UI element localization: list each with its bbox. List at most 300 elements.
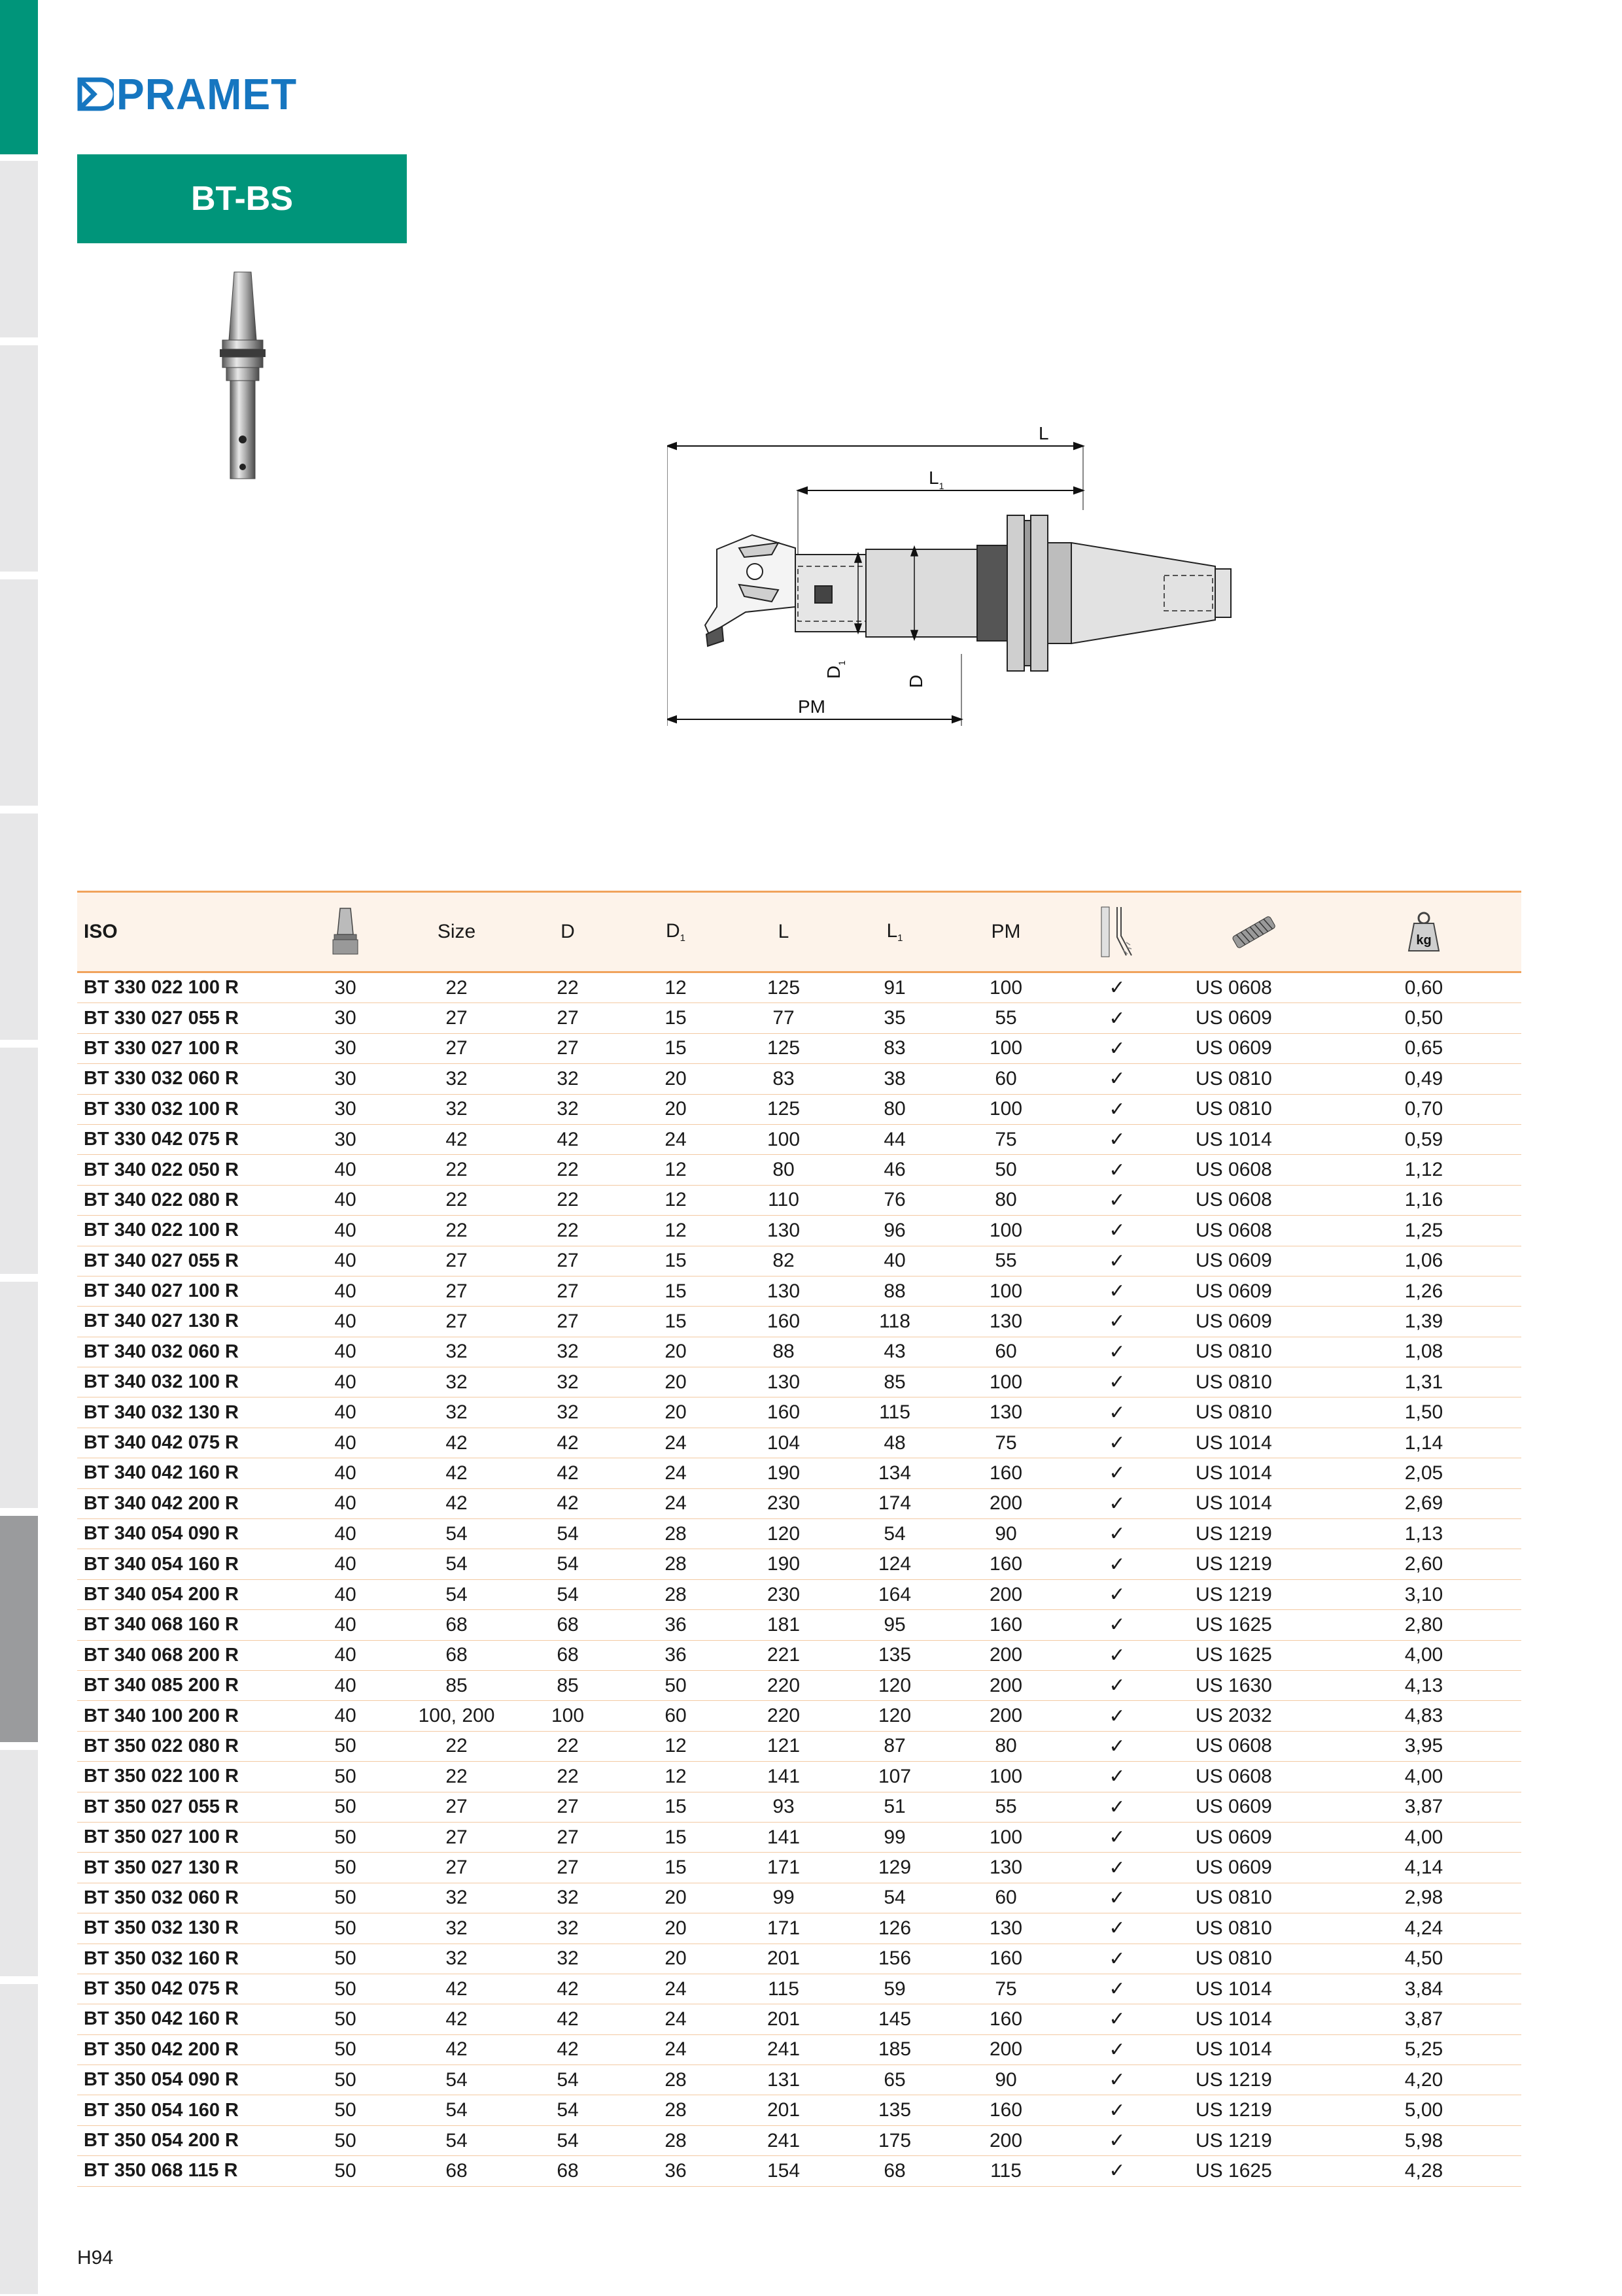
- cell-l: 201: [738, 2004, 829, 2034]
- header-weight: [1326, 892, 1521, 972]
- cell-l: 93: [738, 1792, 829, 1822]
- cell-pm: 100: [960, 972, 1052, 1003]
- page-number: H94: [77, 2247, 114, 2269]
- cell-l1: 40: [829, 1246, 960, 1276]
- cell-size: 54: [391, 2065, 522, 2095]
- cell-d: 27: [522, 1822, 613, 1852]
- cell-d: 54: [522, 1579, 613, 1609]
- cell-size: 68: [391, 2156, 522, 2186]
- cell-d1: 36: [613, 2156, 738, 2186]
- cell-size: 22: [391, 1155, 522, 1185]
- cell-l: 201: [738, 1944, 829, 1974]
- cell-iso: BT 340 032 100 R: [77, 1367, 300, 1397]
- cell-l: 160: [738, 1397, 829, 1428]
- cell-l1: 95: [829, 1610, 960, 1640]
- cell-screw: US 0609: [1182, 1792, 1326, 1822]
- cell-d1: 12: [613, 1762, 738, 1792]
- table-row: [77, 1944, 1521, 1974]
- cell-screw: US 0810: [1182, 1367, 1326, 1397]
- cell-iso: BT 340 027 055 R: [77, 1246, 300, 1276]
- cell-coolant: ✓: [1052, 1519, 1182, 1549]
- cell-taper: 40: [300, 1519, 391, 1549]
- cell-size: 32: [391, 1944, 522, 1974]
- cell-d: 32: [522, 1337, 613, 1367]
- cell-l1: 48: [829, 1428, 960, 1458]
- cell-coolant: ✓: [1052, 1822, 1182, 1852]
- cell-iso: BT 340 027 130 R: [77, 1307, 300, 1337]
- cell-d: 32: [522, 1913, 613, 1944]
- table-row: [77, 1640, 1521, 1670]
- cell-l: 171: [738, 1913, 829, 1944]
- cell-taper: 40: [300, 1610, 391, 1640]
- cell-weight: 3,10: [1326, 1579, 1521, 1609]
- cell-l: 130: [738, 1276, 829, 1306]
- cell-d: 42: [522, 2034, 613, 2065]
- cell-d: 22: [522, 1216, 613, 1246]
- cell-d1: 24: [613, 1124, 738, 1154]
- cell-coolant: ✓: [1052, 1458, 1182, 1488]
- cell-size: 32: [391, 1094, 522, 1124]
- product-title-text: BT-BS: [191, 180, 293, 218]
- cell-l1: 38: [829, 1064, 960, 1094]
- cell-weight: 1,06: [1326, 1246, 1521, 1276]
- cell-iso: BT 330 032 100 R: [77, 1094, 300, 1124]
- cell-weight: 4,28: [1326, 2156, 1521, 2186]
- cell-l: 77: [738, 1003, 829, 1033]
- cell-taper: 50: [300, 1913, 391, 1944]
- cell-l1: 44: [829, 1124, 960, 1154]
- cell-size: 54: [391, 1579, 522, 1609]
- cell-screw: US 1219: [1182, 1519, 1326, 1549]
- cell-taper: 40: [300, 1488, 391, 1518]
- cell-pm: 200: [960, 2034, 1052, 2065]
- cell-d1: 60: [613, 1701, 738, 1731]
- cell-d: 68: [522, 2156, 613, 2186]
- cell-weight: 2,05: [1326, 1458, 1521, 1488]
- cell-d: 54: [522, 2095, 613, 2125]
- cell-coolant: ✓: [1052, 1216, 1182, 1246]
- cell-d: 68: [522, 1610, 613, 1640]
- cell-l1: 115: [829, 1397, 960, 1428]
- cell-d1: 20: [613, 1367, 738, 1397]
- cell-iso: BT 350 027 055 R: [77, 1792, 300, 1822]
- cell-taper: 30: [300, 1064, 391, 1094]
- cell-coolant: ✓: [1052, 1185, 1182, 1215]
- cell-size: 54: [391, 1519, 522, 1549]
- cell-iso: BT 340 068 200 R: [77, 1640, 300, 1670]
- cell-iso: BT 350 054 200 R: [77, 2125, 300, 2155]
- cell-l: 125: [738, 972, 829, 1003]
- cell-iso: BT 350 022 080 R: [77, 1731, 300, 1761]
- cell-d1: 15: [613, 1792, 738, 1822]
- dim-label-pm: PM: [798, 696, 825, 717]
- cell-l1: 145: [829, 2004, 960, 2034]
- cell-coolant: ✓: [1052, 1397, 1182, 1428]
- cell-l: 99: [738, 1883, 829, 1913]
- table-row: [77, 1397, 1521, 1428]
- cell-d: 32: [522, 1094, 613, 1124]
- cell-d: 32: [522, 1367, 613, 1397]
- cell-coolant: ✓: [1052, 1549, 1182, 1579]
- cell-d1: 24: [613, 1428, 738, 1458]
- table-header-row: [77, 892, 1521, 972]
- cell-coolant: ✓: [1052, 1307, 1182, 1337]
- cell-l1: 85: [829, 1367, 960, 1397]
- cell-screw: US 1219: [1182, 2065, 1326, 2095]
- cell-d1: 20: [613, 1944, 738, 1974]
- cell-size: 27: [391, 1276, 522, 1306]
- cell-d1: 15: [613, 1276, 738, 1306]
- cell-d: 27: [522, 1003, 613, 1033]
- cell-pm: 130: [960, 1913, 1052, 1944]
- cell-d1: 28: [613, 1519, 738, 1549]
- cell-pm: 160: [960, 2004, 1052, 2034]
- cell-l: 115: [738, 1974, 829, 2004]
- cell-taper: 30: [300, 1003, 391, 1033]
- table-row: [77, 1124, 1521, 1154]
- header-size: Size: [391, 892, 522, 972]
- cell-d1: 15: [613, 1246, 738, 1276]
- cell-screw: US 0608: [1182, 1731, 1326, 1761]
- cell-screw: US 0608: [1182, 1216, 1326, 1246]
- table-row: [77, 1731, 1521, 1761]
- table-row: [77, 1216, 1521, 1246]
- cell-taper: 40: [300, 1701, 391, 1731]
- cell-d: 42: [522, 2004, 613, 2034]
- cell-l1: 88: [829, 1276, 960, 1306]
- cell-iso: BT 330 032 060 R: [77, 1064, 300, 1094]
- table-row: [77, 1883, 1521, 1913]
- table-row: [77, 1337, 1521, 1367]
- cell-d1: 12: [613, 1731, 738, 1761]
- cell-screw: US 0609: [1182, 1307, 1326, 1337]
- table-row: [77, 1155, 1521, 1185]
- side-section-tabs: [0, 0, 38, 2294]
- cell-l: 83: [738, 1064, 829, 1094]
- cell-iso: BT 350 032 130 R: [77, 1913, 300, 1944]
- cell-l: 121: [738, 1731, 829, 1761]
- cell-pm: 100: [960, 1276, 1052, 1306]
- cell-size: 27: [391, 1853, 522, 1883]
- cell-screw: US 1014: [1182, 2004, 1326, 2034]
- cell-taper: 50: [300, 2095, 391, 2125]
- cell-screw: US 0810: [1182, 1064, 1326, 1094]
- table-row: [77, 1822, 1521, 1852]
- cell-iso: BT 340 042 075 R: [77, 1428, 300, 1458]
- cell-l1: 91: [829, 972, 960, 1003]
- cell-pm: 100: [960, 1762, 1052, 1792]
- cell-l1: 118: [829, 1307, 960, 1337]
- cell-d1: 36: [613, 1640, 738, 1670]
- cell-weight: 4,83: [1326, 1701, 1521, 1731]
- cell-pm: 60: [960, 1064, 1052, 1094]
- cell-weight: 4,24: [1326, 1913, 1521, 1944]
- side-tab: [0, 1750, 38, 1978]
- cell-size: 27: [391, 1003, 522, 1033]
- cell-d: 42: [522, 1428, 613, 1458]
- cell-d1: 28: [613, 1579, 738, 1609]
- cell-d1: 20: [613, 1337, 738, 1367]
- table-row: [77, 1762, 1521, 1792]
- cell-iso: BT 350 054 090 R: [77, 2065, 300, 2095]
- cell-taper: 50: [300, 2125, 391, 2155]
- cell-d1: 12: [613, 1216, 738, 1246]
- cell-pm: 50: [960, 1155, 1052, 1185]
- cell-l1: 185: [829, 2034, 960, 2065]
- cell-taper: 40: [300, 1307, 391, 1337]
- cell-l: 104: [738, 1428, 829, 1458]
- table-row: [77, 1974, 1521, 2004]
- cell-taper: 50: [300, 1762, 391, 1792]
- weight-icon: [1407, 910, 1440, 953]
- cell-l: 130: [738, 1216, 829, 1246]
- header-pm: PM: [960, 892, 1052, 972]
- cell-pm: 200: [960, 1640, 1052, 1670]
- cell-taper: 50: [300, 2065, 391, 2095]
- cell-d: 54: [522, 1549, 613, 1579]
- cell-size: 22: [391, 972, 522, 1003]
- cell-screw: US 0608: [1182, 972, 1326, 1003]
- cell-weight: 4,13: [1326, 1670, 1521, 1700]
- cell-weight: 0,49: [1326, 1064, 1521, 1094]
- header-l1: $L_1$: [829, 892, 960, 972]
- cell-l: 131: [738, 2065, 829, 2095]
- cell-pm: 200: [960, 1488, 1052, 1518]
- side-tab: [0, 1282, 38, 1510]
- header-d: D: [522, 892, 613, 972]
- cell-d: 27: [522, 1792, 613, 1822]
- cell-iso: BT 350 042 075 R: [77, 1974, 300, 2004]
- specification-table: [77, 891, 1521, 2187]
- cell-pm: 130: [960, 1397, 1052, 1428]
- cell-l1: 135: [829, 1640, 960, 1670]
- table-row: [77, 1276, 1521, 1306]
- pramet-logo: [77, 69, 298, 119]
- table-row: [77, 1246, 1521, 1276]
- cell-l: 160: [738, 1307, 829, 1337]
- cell-l: 130: [738, 1367, 829, 1397]
- table-row: [77, 972, 1521, 1003]
- cell-l: 221: [738, 1640, 829, 1670]
- dim-label-l: L: [1039, 423, 1049, 443]
- cell-pm: 60: [960, 1337, 1052, 1367]
- cell-size: 54: [391, 2125, 522, 2155]
- cell-coolant: ✓: [1052, 1033, 1182, 1063]
- cell-taper: 40: [300, 1367, 391, 1397]
- side-tab: [0, 814, 38, 1042]
- cell-size: 32: [391, 1883, 522, 1913]
- cell-d: 27: [522, 1307, 613, 1337]
- cell-size: 27: [391, 1246, 522, 1276]
- cell-screw: US 1014: [1182, 1124, 1326, 1154]
- cell-l1: 120: [829, 1701, 960, 1731]
- cell-l1: 174: [829, 1488, 960, 1518]
- cell-iso: BT 340 022 050 R: [77, 1155, 300, 1185]
- cell-iso: BT 350 054 160 R: [77, 2095, 300, 2125]
- cell-coolant: ✓: [1052, 1094, 1182, 1124]
- cell-taper: 50: [300, 1792, 391, 1822]
- header-screw: [1182, 892, 1326, 972]
- cell-coolant: ✓: [1052, 1640, 1182, 1670]
- cell-size: 22: [391, 1762, 522, 1792]
- cell-coolant: ✓: [1052, 1124, 1182, 1154]
- cell-d1: 12: [613, 1155, 738, 1185]
- cell-l: 80: [738, 1155, 829, 1185]
- cell-coolant: ✓: [1052, 1883, 1182, 1913]
- cell-weight: 4,14: [1326, 1853, 1521, 1883]
- cell-screw: US 1219: [1182, 2095, 1326, 2125]
- table-row: [77, 1003, 1521, 1033]
- table-row: [77, 1549, 1521, 1579]
- cell-size: 22: [391, 1216, 522, 1246]
- cell-d: 27: [522, 1276, 613, 1306]
- table-row: [77, 2156, 1521, 2186]
- cell-iso: BT 330 027 055 R: [77, 1003, 300, 1033]
- cell-weight: 4,20: [1326, 2065, 1521, 2095]
- table-row: [77, 1064, 1521, 1094]
- cell-screw: US 1014: [1182, 1428, 1326, 1458]
- cell-d1: 12: [613, 972, 738, 1003]
- cell-d1: 15: [613, 1853, 738, 1883]
- cell-l: 241: [738, 2125, 829, 2155]
- cell-iso: BT 350 027 100 R: [77, 1822, 300, 1852]
- cell-coolant: ✓: [1052, 1670, 1182, 1700]
- cell-coolant: ✓: [1052, 2156, 1182, 2186]
- table-row: [77, 1307, 1521, 1337]
- cell-weight: 5,98: [1326, 2125, 1521, 2155]
- cell-weight: 1,12: [1326, 1155, 1521, 1185]
- cell-coolant: ✓: [1052, 2125, 1182, 2155]
- cell-screw: US 0810: [1182, 1397, 1326, 1428]
- cell-d1: 20: [613, 1064, 738, 1094]
- cell-iso: BT 340 085 200 R: [77, 1670, 300, 1700]
- cell-l1: 87: [829, 1731, 960, 1761]
- dim-label-d1: $D_1$: [823, 660, 847, 679]
- cell-d: 22: [522, 972, 613, 1003]
- cell-taper: 50: [300, 1853, 391, 1883]
- cell-l1: 46: [829, 1155, 960, 1185]
- cell-l: 110: [738, 1185, 829, 1215]
- cell-d: 32: [522, 1944, 613, 1974]
- side-tab: [0, 345, 38, 574]
- cell-d: 22: [522, 1155, 613, 1185]
- header-l: L: [738, 892, 829, 972]
- cell-d: 42: [522, 1124, 613, 1154]
- cell-iso: BT 340 042 160 R: [77, 1458, 300, 1488]
- table-row: [77, 1670, 1521, 1700]
- cell-screw: US 1625: [1182, 1640, 1326, 1670]
- cell-taper: 50: [300, 2034, 391, 2065]
- cell-weight: 0,70: [1326, 1094, 1521, 1124]
- cell-taper: 40: [300, 1246, 391, 1276]
- cell-l1: 135: [829, 2095, 960, 2125]
- cell-d1: 24: [613, 2034, 738, 2065]
- cell-weight: 3,95: [1326, 1731, 1521, 1761]
- cell-pm: 60: [960, 1883, 1052, 1913]
- cell-taper: 40: [300, 1428, 391, 1458]
- cell-screw: US 0810: [1182, 1944, 1326, 1974]
- cell-l1: 68: [829, 2156, 960, 2186]
- cell-screw: US 0609: [1182, 1033, 1326, 1063]
- table-row: [77, 1094, 1521, 1124]
- cell-coolant: ✓: [1052, 1064, 1182, 1094]
- table-row: [77, 1913, 1521, 1944]
- cell-l: 181: [738, 1610, 829, 1640]
- cell-d1: 28: [613, 1549, 738, 1579]
- cell-size: 27: [391, 1822, 522, 1852]
- cell-size: 42: [391, 1124, 522, 1154]
- cell-coolant: ✓: [1052, 2004, 1182, 2034]
- cell-iso: BT 330 027 100 R: [77, 1033, 300, 1063]
- cell-d: 32: [522, 1397, 613, 1428]
- cell-l: 190: [738, 1549, 829, 1579]
- cell-iso: BT 350 022 100 R: [77, 1762, 300, 1792]
- cell-weight: 3,87: [1326, 1792, 1521, 1822]
- cell-taper: 30: [300, 1033, 391, 1063]
- cell-d: 22: [522, 1762, 613, 1792]
- cell-d: 22: [522, 1185, 613, 1215]
- cell-screw: US 0608: [1182, 1155, 1326, 1185]
- cell-coolant: ✓: [1052, 1701, 1182, 1731]
- cell-d1: 24: [613, 1458, 738, 1488]
- cell-pm: 75: [960, 1974, 1052, 2004]
- cell-pm: 160: [960, 1944, 1052, 1974]
- side-tab-current-section: [0, 1516, 38, 1744]
- cell-iso: BT 350 042 160 R: [77, 2004, 300, 2034]
- cell-l1: 99: [829, 1822, 960, 1852]
- cell-size: 32: [391, 1337, 522, 1367]
- cell-l: 154: [738, 2156, 829, 2186]
- cell-screw: US 0810: [1182, 1883, 1326, 1913]
- cell-taper: 50: [300, 1731, 391, 1761]
- cell-screw: US 0608: [1182, 1185, 1326, 1215]
- cell-l1: 107: [829, 1762, 960, 1792]
- product-title: [77, 154, 407, 243]
- cell-d: 32: [522, 1883, 613, 1913]
- cell-l: 88: [738, 1337, 829, 1367]
- header-iso: ISO: [77, 892, 300, 972]
- cell-screw: US 2032: [1182, 1701, 1326, 1731]
- cell-weight: 1,16: [1326, 1185, 1521, 1215]
- cell-l1: 35: [829, 1003, 960, 1033]
- cell-screw: US 0608: [1182, 1762, 1326, 1792]
- header-taper: [300, 892, 391, 972]
- table-row: [77, 1488, 1521, 1518]
- cell-coolant: ✓: [1052, 1488, 1182, 1518]
- cell-screw: US 1014: [1182, 1488, 1326, 1518]
- cell-iso: BT 340 054 160 R: [77, 1549, 300, 1579]
- cell-iso: BT 340 042 200 R: [77, 1488, 300, 1518]
- cell-l: 241: [738, 2034, 829, 2065]
- cell-size: 27: [391, 1307, 522, 1337]
- screw-icon: [1227, 912, 1282, 951]
- table-row: [77, 1610, 1521, 1640]
- dim-label-d: D: [906, 674, 926, 688]
- cell-d: 27: [522, 1246, 613, 1276]
- cell-weight: 4,50: [1326, 1944, 1521, 1974]
- cell-weight: 4,00: [1326, 1640, 1521, 1670]
- coolant-icon: [1097, 904, 1137, 959]
- cell-d: 54: [522, 2125, 613, 2155]
- cell-l: 141: [738, 1822, 829, 1852]
- cell-l1: 59: [829, 1974, 960, 2004]
- cell-d1: 24: [613, 1974, 738, 2004]
- cell-d: 42: [522, 1488, 613, 1518]
- cell-size: 32: [391, 1064, 522, 1094]
- cell-l: 201: [738, 2095, 829, 2125]
- cell-d: 27: [522, 1033, 613, 1063]
- cell-pm: 90: [960, 2065, 1052, 2095]
